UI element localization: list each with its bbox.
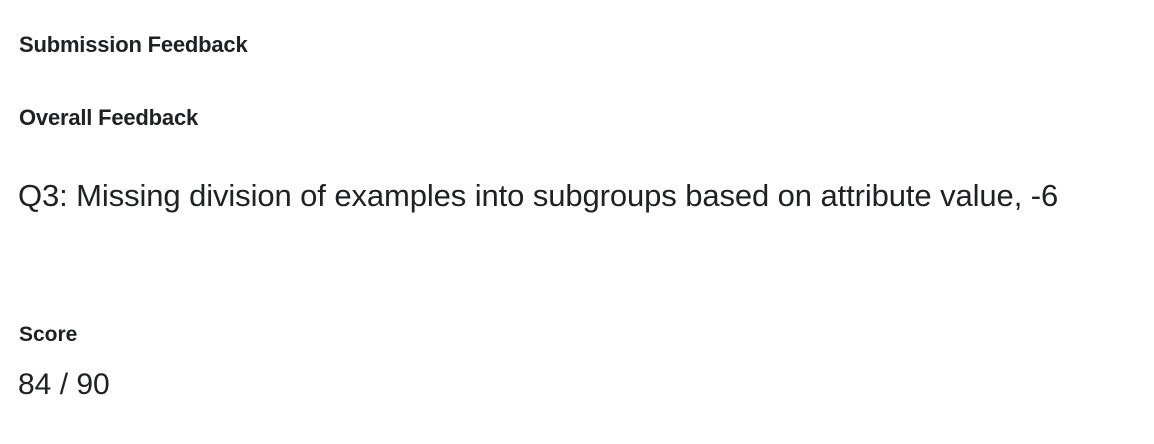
submission-feedback-heading: Submission Feedback xyxy=(19,32,248,57)
score-value: 84 / 90 xyxy=(18,368,110,401)
overall-feedback-heading: Overall Feedback xyxy=(19,105,199,130)
overall-feedback-text: Q3: Missing division of examples into subgroups based on attribute value, -6 xyxy=(18,178,1059,213)
score-label: Score xyxy=(19,323,78,346)
